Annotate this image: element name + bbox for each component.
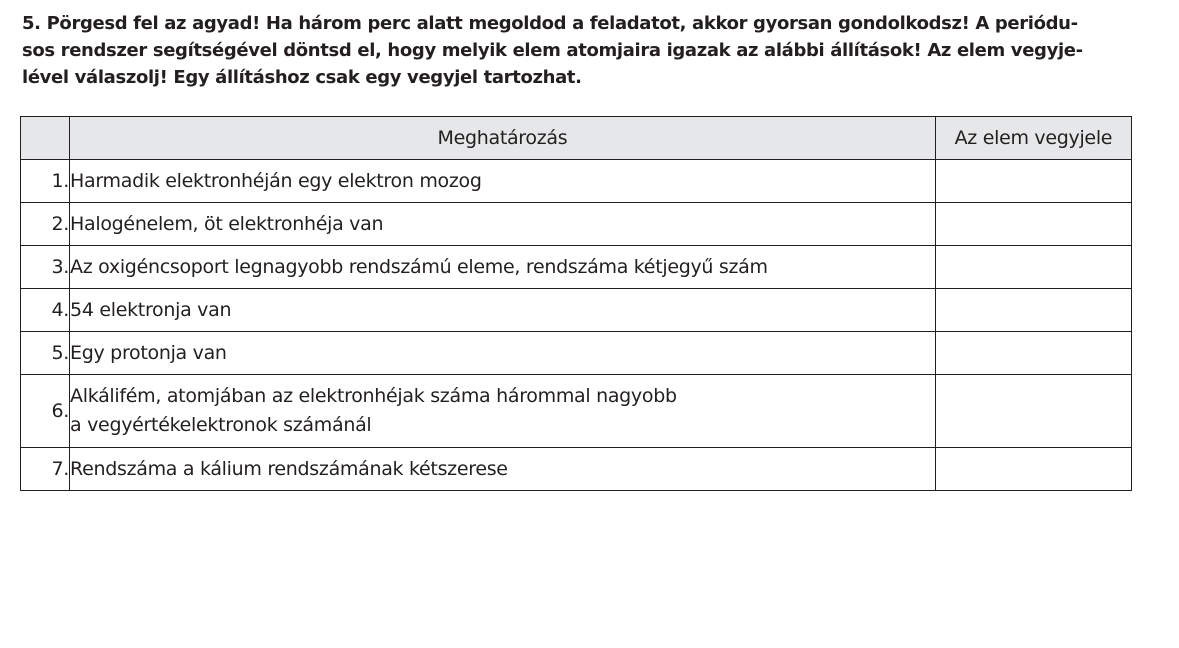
answer-cell-7[interactable] [935, 448, 1131, 491]
row-definition-line: Halogénelem, öt elektronhéja van [70, 212, 384, 235]
row-definition [70, 332, 936, 375]
table-header-row [21, 117, 1132, 160]
row-definition-line: Alkálifém, atomjában az elektronhéjak száma hárommal nagyobb [70, 385, 677, 407]
answer-cell-4[interactable] [935, 289, 1131, 332]
row-definition-line: Harmadik elektronhéján egy elektron mozog [70, 169, 482, 192]
row-number: 5. [21, 332, 70, 375]
row-definition [70, 160, 936, 203]
row-number: 6. [21, 375, 70, 448]
row-definition-line: Az oxigéncsoport legnagyobb rendszámú eleme, rendszáma kétjegyű szám [70, 255, 768, 278]
answer-cell-3[interactable] [935, 246, 1131, 289]
row-definition [70, 289, 936, 332]
row-definition-line: 54 elektronja van [70, 298, 232, 321]
row-number: 3. [21, 246, 70, 289]
task-text-line-1: 5. Pörgesd fel az agyad! Ha három perc alatt megoldod a feladatot, akkor gyorsan gondolkodsz! A periódu- [22, 13, 1078, 34]
table-row [21, 448, 1132, 491]
answer-cell-6[interactable] [935, 375, 1131, 448]
header-definition: Meghatározás [70, 117, 936, 160]
row-number: 7. [21, 448, 70, 491]
table-row [21, 375, 1132, 448]
answer-cell-1[interactable] [935, 160, 1131, 203]
table-row [21, 332, 1132, 375]
row-definition [70, 448, 936, 491]
answer-cell-5[interactable] [935, 332, 1131, 375]
answer-cell-2[interactable] [935, 203, 1131, 246]
task-text-line-3: lével válaszolj! Egy állításhoz csak egy vegyjel tartozhat. [22, 67, 582, 88]
row-definition-line: Rendszáma a kálium rendszámának kétszerese [70, 457, 508, 480]
row-number: 2. [21, 203, 70, 246]
table-row [21, 246, 1132, 289]
task-instructions [22, 10, 1152, 91]
table-row [21, 289, 1132, 332]
header-number [21, 117, 70, 160]
row-definition-line: a vegyértékelektronok számánál [70, 414, 372, 436]
table-row [21, 160, 1132, 203]
row-definition [70, 375, 936, 448]
answer-table [20, 116, 1132, 491]
row-definition [70, 246, 936, 289]
row-definition [70, 203, 936, 246]
row-definition-line: Egy protonja van [70, 341, 227, 364]
task-text-line-2: sos rendszer segítségével döntsd el, hogy melyik elem atomjaira igazak az alábbi állítások! Az elem vegyje- [22, 40, 1083, 61]
row-number: 1. [21, 160, 70, 203]
row-number: 4. [21, 289, 70, 332]
table-row [21, 203, 1132, 246]
header-symbol: Az elem vegyjele [935, 117, 1131, 160]
